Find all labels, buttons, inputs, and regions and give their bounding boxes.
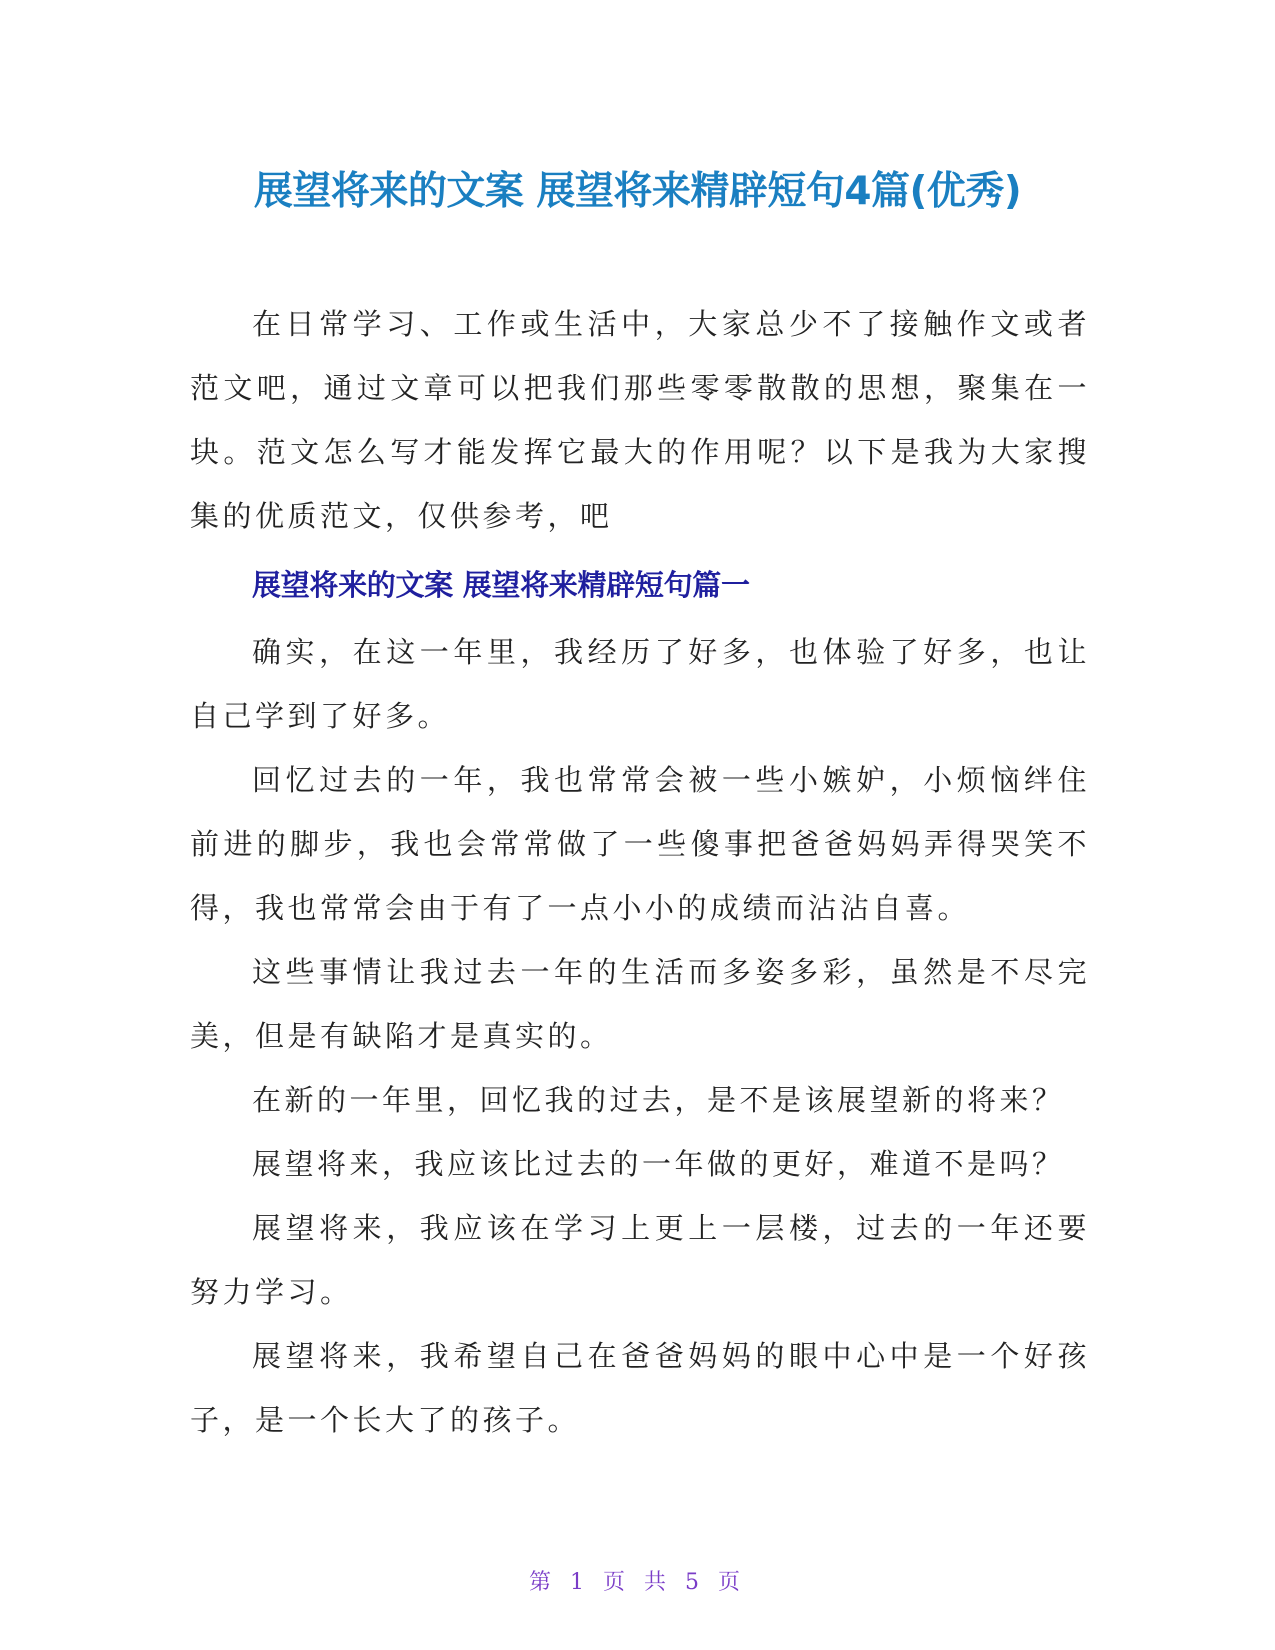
- intro-paragraph: 在日常学习、工作或生活中，大家总少不了接触作文或者范文吧，通过文章可以把我们那些零零散散的思想，聚集在一块。范文怎么写才能发挥它最大的作用呢？以下是我为大家搜集的优质范文，仅供参考，吧: [190, 307, 1090, 533]
- body-paragraph-1: 确实，在这一年里，我经历了好多，也体验了好多，也让自己学到了好多。: [190, 635, 1090, 733]
- page-number-footer: 第 1 页 共 5 页: [529, 1570, 746, 1595]
- body-paragraph-6: 展望将来，我应该在学习上更上一层楼，过去的一年还要努力学习。: [190, 1211, 1090, 1309]
- body-paragraph-3: 这些事情让我过去一年的生活而多姿多彩，虽然是不尽完美，但是有缺陷才是真实的。: [190, 955, 1090, 1053]
- body-paragraph-5: 展望将来，我应该比过去的一年做的更好，难道不是吗？: [252, 1147, 1065, 1181]
- body-paragraph-2: 回忆过去的一年，我也常常会被一些小嫉妒，小烦恼绊住前进的脚步，我也会常常做了一些傻事把爸爸妈妈弄得哭笑不得，我也常常会由于有了一点小小的成绩而沾沾自喜。: [190, 763, 1090, 925]
- document-body: [190, 292, 1090, 1452]
- body-paragraph-7: 展望将来，我希望自己在爸爸妈妈的眼中心中是一个好孩子，是一个长大了的孩子。: [190, 1339, 1090, 1437]
- section-heading: 展望将来的文案 展望将来精辟短句篇一: [252, 568, 750, 602]
- body-paragraph-4: 在新的一年里，回忆我的过去，是不是该展望新的将来？: [252, 1083, 1065, 1117]
- document-title: 展望将来的文案 展望将来精辟短句4篇(优秀): [253, 169, 1022, 214]
